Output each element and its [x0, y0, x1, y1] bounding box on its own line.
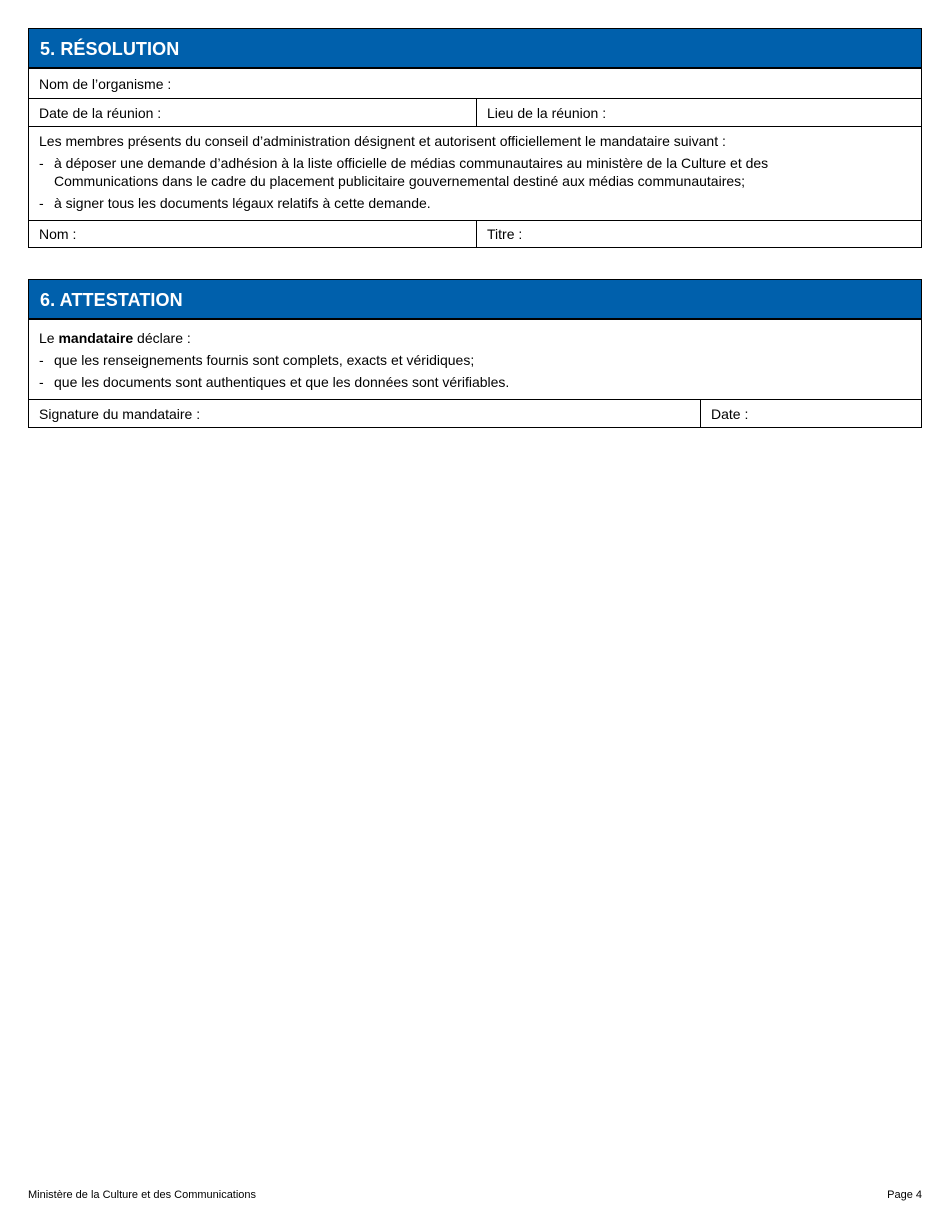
title-field[interactable] — [476, 221, 921, 247]
resolution-bullet — [39, 194, 911, 212]
resolution-section — [28, 28, 922, 248]
bullet-dash: - — [39, 352, 44, 368]
name-field[interactable] — [29, 221, 476, 247]
meeting-date-field[interactable] — [29, 99, 476, 126]
signatory-row — [29, 220, 921, 247]
meeting-row — [29, 98, 921, 126]
bullet-dash: - — [39, 155, 44, 171]
attestation-bullet-text: que les renseignements fournis sont complets, exacts et véridiques; — [54, 352, 475, 368]
bullet-dash: - — [39, 195, 44, 211]
footer-page-number: Page 4 — [887, 1189, 922, 1201]
resolution-intro: Les membres présents du conseil d’administration désignent et autorisent officiellement le mandataire suivant : — [39, 133, 726, 149]
meeting-place-field[interactable] — [476, 99, 921, 126]
attestation-title: 6. ATTESTATION — [29, 280, 921, 320]
name-label: Nom : — [39, 226, 77, 242]
resolution-bullet — [39, 154, 911, 190]
attestation-bullet — [39, 373, 911, 391]
org-name-label: Nom de l’organisme : — [39, 75, 172, 92]
bullet-dash: - — [39, 374, 44, 390]
attestation-intro-bold: mandataire — [58, 330, 134, 346]
meeting-date-label: Date de la réunion : — [39, 104, 162, 121]
signature-row — [29, 399, 921, 427]
date-field[interactable] — [700, 400, 921, 427]
date-label: Date : — [711, 405, 749, 422]
attestation-text-row — [29, 320, 921, 399]
attestation-text — [29, 320, 921, 399]
meeting-place-label: Lieu de la réunion : — [487, 104, 607, 121]
attestation-intro-prefix: Le — [39, 330, 59, 346]
attestation-section — [28, 279, 922, 428]
org-name-row — [29, 69, 921, 98]
resolution-text-row — [29, 126, 921, 220]
resolution-title: 5. RÉSOLUTION — [29, 29, 921, 69]
attestation-intro — [39, 329, 911, 347]
resolution-bullet-text: à déposer une demande d’adhésion à la liste officielle de médias communautaires au ministère de la Culture et des Communications dans le cadre du placement publicitaire gouvernemental destiné aux médias communautaires; — [54, 155, 769, 189]
title-label: Titre : — [487, 226, 523, 242]
resolution-bullet-text: à signer tous les documents légaux relatifs à cette demande. — [54, 195, 431, 211]
footer-ministry: Ministère de la Culture et des Communications — [28, 1189, 257, 1201]
attestation-bullet-text: que les documents sont authentiques et que les données sont vérifiables. — [54, 374, 510, 390]
attestation-intro-suffix: déclare : — [133, 330, 191, 346]
signature-label: Signature du mandataire : — [39, 405, 201, 422]
org-name-field[interactable] — [29, 69, 921, 98]
signature-field[interactable] — [29, 400, 700, 427]
attestation-bullet — [39, 351, 911, 369]
resolution-text — [29, 127, 921, 220]
